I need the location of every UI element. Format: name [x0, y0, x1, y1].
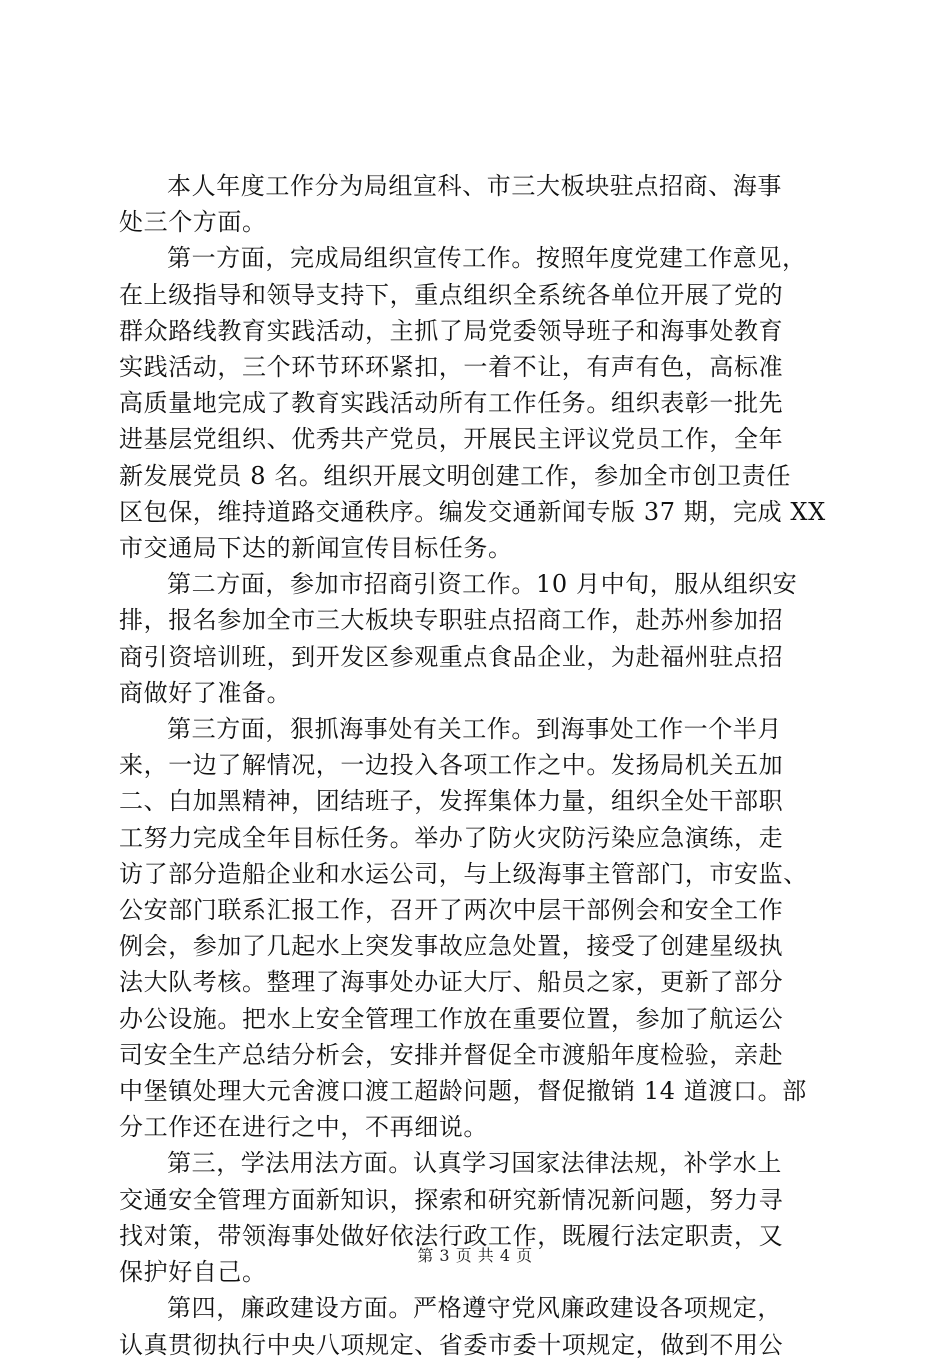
paragraph-integrity: 第四，廉政建设方面。严格遵守党风廉政建设各项规定， 认真贯彻执行中央八项规定、省委市委十项规定，做到不用公: [119, 1294, 784, 1359]
paragraph-propaganda: 第一方面，完成局组织宣传工作。按照年度党建工作意见， 在上级指导和领导支持下，重点组织全系统各单位开展了党的 群众路线教育实践活动，主抓了局党委领导班子和海事处教育 实践活动，三个环节环环紧扣，一着不让，有声有色，高标准 高质量地完成了教育实践活动所有工作任务。组织表彰一批先 进基层党组织、优秀共产党员，开展民主评议党员工作，全年 新发展党员 8 名。组织开展文明创建工作，参加全市创卫责任 区包保，维持道路交通秩序。编发交通新闻专版 37 期，完成 XX 市交通局下达的新闻宣传目标任务。: [119, 244, 826, 563]
paragraph-maritime: 第三方面，狠抓海事处有关工作。到海事处工作一个半月 来，一边了解情况，一边投入各项工作之中。发扬局机关五加 二、白加黑精神，团结班子，发挥集体力量，组织全处干部职 工努力完成全年目标任务。举办了防火灾防污染应急演练，走 访了部分造船企业和水运公司，与上级海事主管部门，市安监、 公安部门联系汇报工作，召开了两次中层干部例会和安全工作 例会，参加了几起水上突发事故应急处置，接受了创建星级执 法大队考核。整理了海事处办证大厅、船员之家，更新了部分 办公设施。把水上安全管理工作放在重要位置，参加了航运公 司安全生产总结分析会，安排并督促全市渡船年度检验，亲赴 中堡镇处理大元舍渡口渡工超龄问题，督促撤销 14 道渡口。部 分工作还在进行之中，不再细说。: [119, 715, 808, 1142]
paragraph-investment: 第二方面，参加市招商引资工作。10 月中旬，服从组织安 排，报名参加全市三大板块专职驻点招商工作，赴苏州参加招 商引资培训班，到开发区参观重点食品企业，为赴福州驻点招 商做好了准备。: [119, 570, 798, 707]
page-footer: [0, 1246, 950, 1266]
paragraph-law: 第三，学法用法方面。认真学习国家法律法规，补学水上 交通安全管理方面新知识，探索和研究新情况新问题，努力寻 找对策，带领海事处做好依法行政工作，既履行法定职责，又 保护好自己。: [119, 1149, 784, 1287]
document-body: [119, 168, 833, 1363]
paragraph-intro: 本人年度工作分为局组宣科、市三大板块驻点招商、海事 处三个方面。: [119, 172, 782, 237]
page-number: 第 3 页 共 4 页: [417, 1246, 533, 1265]
